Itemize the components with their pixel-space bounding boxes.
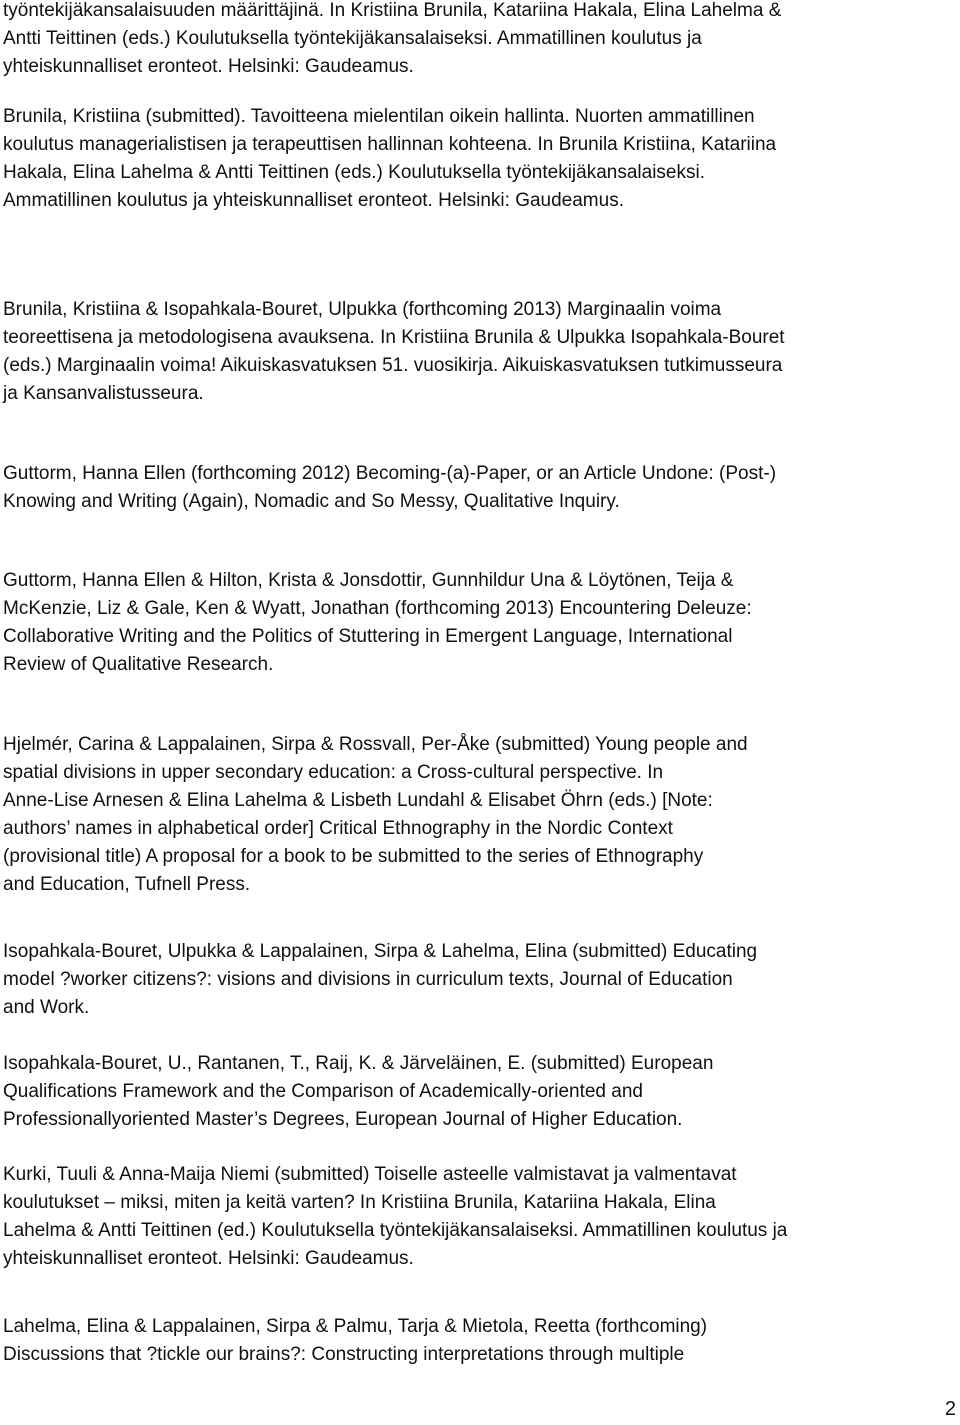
reference-entry: Kurki, Tuuli & Anna-Maija Niemi (submitted) Toiselle asteelle valmistavat ja valmentavat koulutukset – miksi, miten ja keitä varten? In Kristiina Brunila, Katariina Hakala, Elina Lahelma & Antti Teittinen (ed.) Koulutuksella työntekijäkansalaiseksi. Ammatillinen koulutus ja yhteiskunnalliset eronteot. Helsinki: Gaudeamus. <box>3 1164 788 1269</box>
reference-entry: työntekijäkansalaisuuden määrittäjinä. In Kristiina Brunila, Katariina Hakala, Elina Lahelma & Antti Teittinen (eds.) Koulutuksella työntekijäkansalaiseksi. Ammatillinen koulutus ja yhteiskunnalliset eronteot. Helsinki: Gaudeamus. <box>3 0 782 77</box>
reference-entry: Brunila, Kristiina (submitted). Tavoitteena mielentilan oikein hallinta. Nuorten ammatillinen koulutus managerialistisen ja terapeuttisen hallinnan kohteena. In Brunila Kristiina, Katariina Hakala, Elina Lahelma & Antti Teittinen (eds.) Koulutuksella työntekijäkansalaiseksi. Ammatillinen koulutus ja yhteiskunnalliset eronteot. Helsinki: Gaudeamus. <box>3 106 777 211</box>
reference-entry: Guttorm, Hanna Ellen (forthcoming 2012) Becoming-(a)-Paper, or an Article Undone: (Post-) Knowing and Writing (Again), Nomadic and So Messy, Qualitative Inquiry. <box>3 463 777 512</box>
reference-entry: Isopahkala-Bouret, U., Rantanen, T., Raij, K. & Järveläinen, E. (submitted) European Qualifications Framework and the Comparison of Academically-oriented and Professionallyoriented Master’s Degrees, European Journal of Higher Education. <box>3 1053 714 1130</box>
reference-entry: Hjelmér, Carina & Lappalainen, Sirpa & Rossvall, Per-Åke (submitted) Young people and spatial divisions in upper secondary education: a Cross-cultural perspective. In Anne-Lise Arnesen & Elina Lahelma & Lisbeth Lundahl & Elisabet Öhrn (eds.) [Note: authors’ names in alphabetical order] Critical Ethnography in the Nordic Context (provisional title) A proposal for a book to be submitted to the series of Ethnography and Education, Tufnell Press. <box>3 734 748 895</box>
reference-entry: Lahelma, Elina & Lappalainen, Sirpa & Palmu, Tarja & Mietola, Reetta (forthcoming) Discussions that ?tickle our brains?: Constructing interpretations through multiple <box>3 1316 708 1365</box>
page-number: 2 <box>944 1398 956 1420</box>
reference-entry: Guttorm, Hanna Ellen & Hilton, Krista & Jonsdottir, Gunnhildur Una & Löytönen, Teija & McKenzie, Liz & Gale, Ken & Wyatt, Jonathan (forthcoming 2013) Encountering Deleuze: Collaborative Writing and the Politics of Stuttering in Emergent Language, International Review of Qualitative Research. <box>3 570 752 675</box>
reference-entry: Isopahkala-Bouret, Ulpukka & Lappalainen, Sirpa & Lahelma, Elina (submitted) Educating model ?worker citizens?: visions and divisions in curriculum texts, Journal of Education and Work. <box>3 941 758 1018</box>
reference-entry: Brunila, Kristiina & Isopahkala-Bouret, Ulpukka (forthcoming 2013) Marginaalin voima teoreettisena ja metodologisena avauksena. In Kristiina Brunila & Ulpukka Isopahkala-Bouret (eds.) Marginaalin voima! Aikuiskasvatuksen 51. vuosikirja. Aikuiskasvatuksen tutkimusseura ja Kansanvalistusseura. <box>3 299 785 404</box>
